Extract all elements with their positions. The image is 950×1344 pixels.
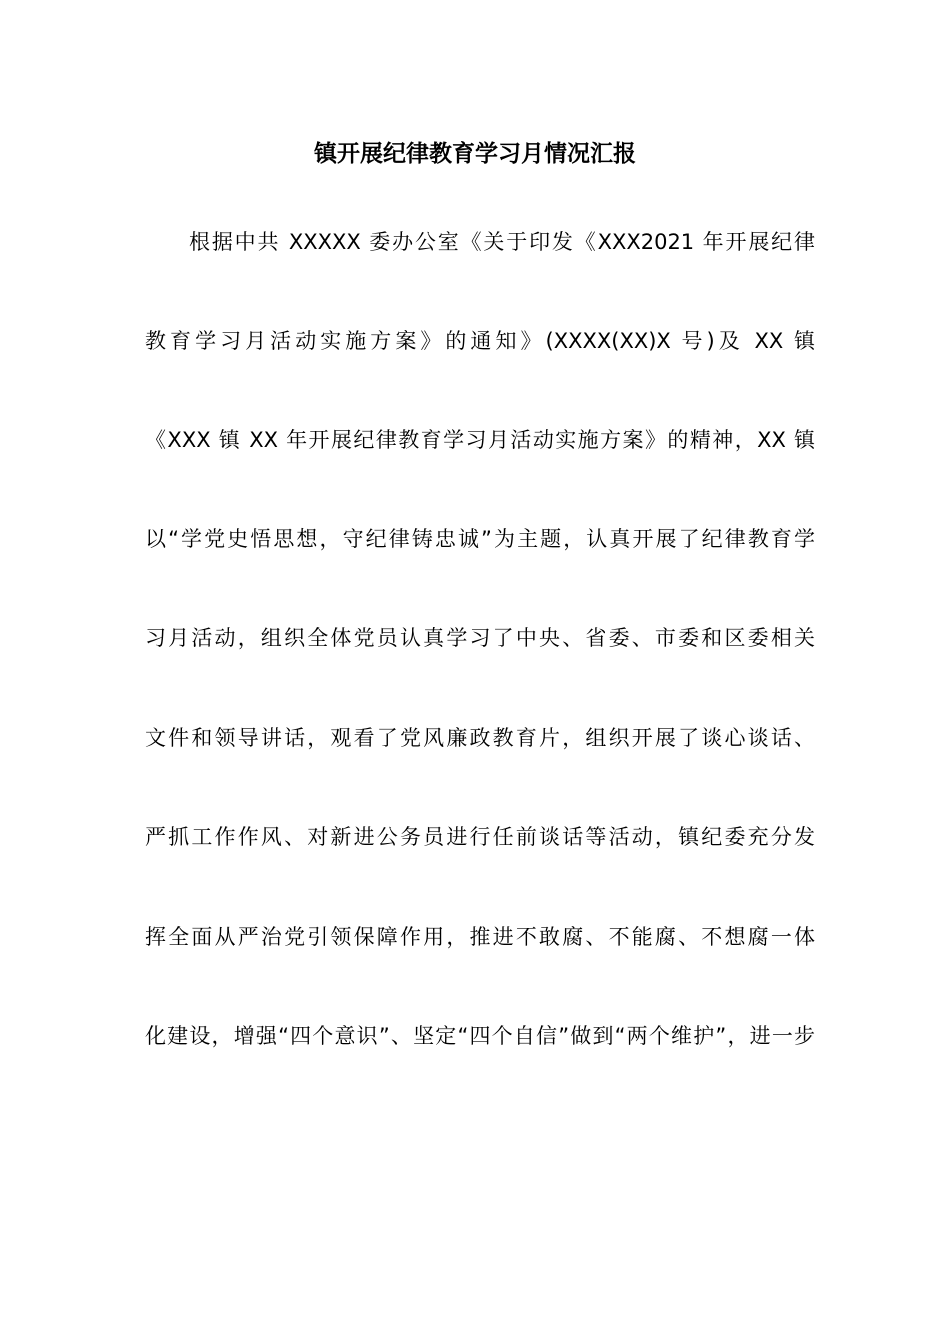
paragraph-line: 文件和领导讲话，观看了党风廉政教育片，组织开展了谈心谈话、: [145, 726, 815, 750]
paragraph-line: 化建设，增强“四个意识”、坚定“四个自信”做到“两个维护”，进一步: [145, 1024, 815, 1048]
document-title: 镇开展纪律教育学习月情况汇报: [314, 141, 636, 167]
paragraph-line: 教育学习月活动实施方案》的通知》(XXXX(XX)X 号)及 XX 镇: [145, 329, 815, 353]
paragraph-line: 以“学党史悟思想，守纪律铸忠诚”为主题，认真开展了纪律教育学: [145, 527, 815, 551]
paragraph-line: 《XXX 镇 XX 年开展纪律教育学习月活动实施方案》的精神，XX 镇: [145, 428, 815, 452]
paragraph-line: 习月活动，组织全体党员认真学习了中央、省委、市委和区委相关: [145, 626, 815, 650]
paragraph-line: 挥全面从严治党引领保障作用，推进不敢腐、不能腐、不想腐一体: [145, 925, 815, 949]
paragraph-line: 严抓工作作风、对新进公务员进行任前谈话等活动，镇纪委充分发: [145, 825, 815, 849]
paragraph-line: 根据中共 XXXXX 委办公室《关于印发《XXX2021 年开展纪律: [189, 230, 815, 254]
